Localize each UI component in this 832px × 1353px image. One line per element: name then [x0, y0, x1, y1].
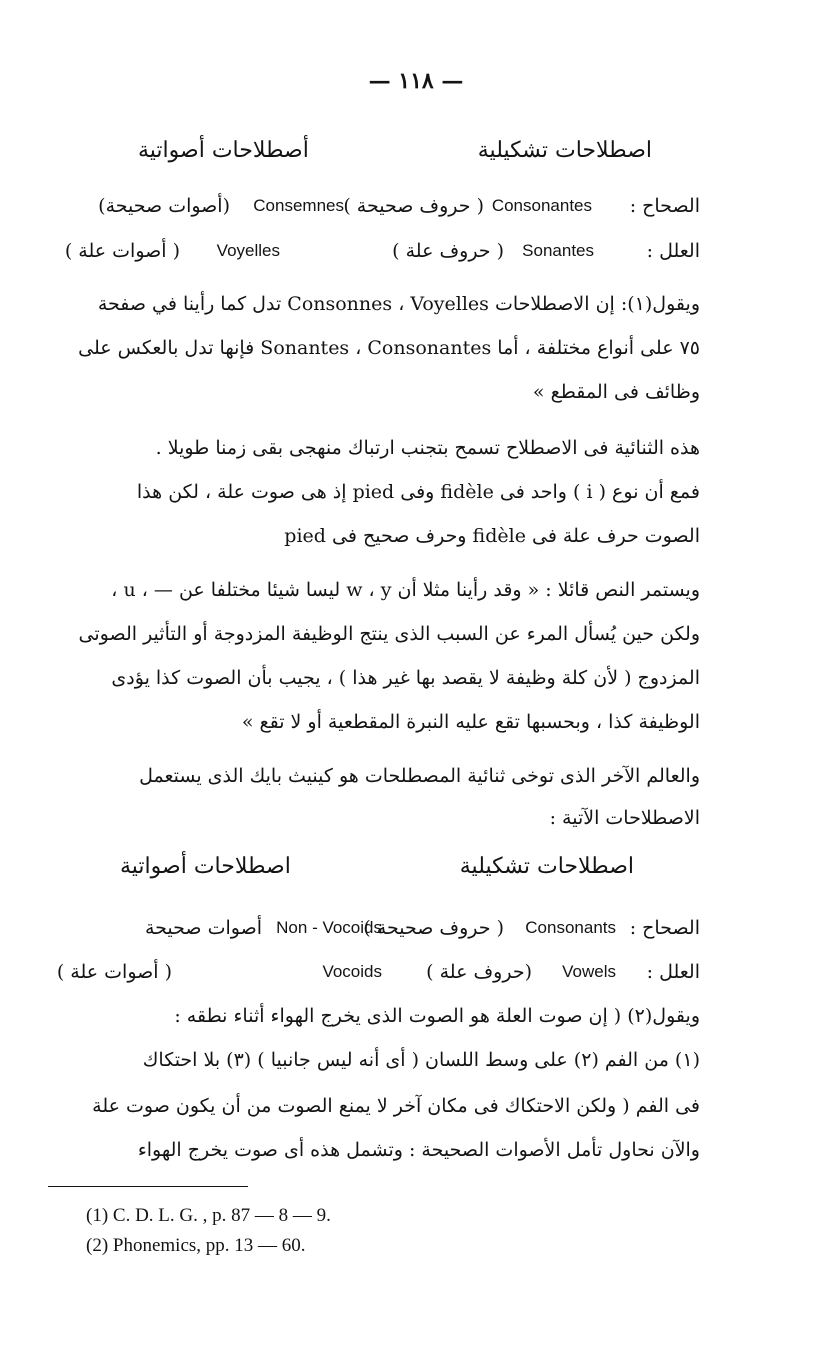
- paragraph-1-line-2: ٧٥ على أنواع مختلفة ، أما Sonantes ، Consonantes فإنها تدل بالعكس على: [78, 337, 700, 359]
- heading-morphological: اصطلاحات تشكيلية: [477, 138, 652, 163]
- paragraph-5-line-2: (١) من الفم (٢) على وسط اللسان ( أى أنه ليس جانبيا ) (٣) بلا احتكاك: [142, 1049, 700, 1071]
- term-label: العلل :: [646, 961, 700, 983]
- paragraph-3-line-2: ولكن حين يُسأل المرء عن السبب الذى ينتج الوظيفة المزدوجة أو التأثير الصوتى: [78, 623, 700, 645]
- paragraph-4-line-2: الاصطلاحات الآتية :: [549, 807, 700, 829]
- paragraph-5-line-4: والآن نحاول تأمل الأصوات الصحيحة : وتشمل هذه أى صوت يخرج الهواء: [137, 1139, 700, 1161]
- term-row-consonants-2: [48, 908, 700, 948]
- heading-phonetic: اصطلاحات أصواتية: [120, 854, 291, 879]
- paragraph-2-line-3: الصوت حرف علة فى fidèle وحرف صحيح فى pied: [284, 525, 700, 547]
- paragraph-1-line-3: وظائف فى المقطع »: [532, 381, 700, 403]
- term-latin-morph: Consonants: [525, 918, 616, 937]
- term-latin-phon: Vocoids: [322, 962, 382, 981]
- term-latin-morph: Sonantes: [522, 241, 594, 260]
- term-label: العلل :: [646, 240, 700, 262]
- footnote-1: (1) C. D. L. G. , p. 87 — 8 — 9.: [86, 1205, 331, 1226]
- term-arabic-phon: ( أصوات علة ): [56, 961, 172, 983]
- term-latin-phon: Voyelles: [216, 241, 280, 260]
- term-arabic-morph: ( حروف صحيحة ): [343, 195, 484, 217]
- term-label: الصحاح :: [629, 917, 700, 939]
- term-row-vowels-1: [48, 231, 700, 271]
- paragraph-3-line-3: المزدوج ( لأن كلة وظيفة لا يقصد بها غير هذا ) ، يجيب بأن الصوت كذا يؤدى: [111, 667, 700, 689]
- heading-morphological: اصطلاحات تشكيلية: [459, 854, 634, 879]
- column-headings-2: [120, 854, 634, 888]
- term-arabic-morph: ( حروف علة ): [392, 240, 504, 262]
- term-latin-phon: Non - Vocoids: [276, 918, 382, 937]
- paragraph-1-line-1: ويقول(١): إن الاصطلاحات Consonnes ، Voyelles تدل كما رأينا في صفحة: [97, 293, 700, 315]
- term-arabic-morph: (حروف علة ): [426, 961, 532, 983]
- footnote-2: (2) Phonemics, pp. 13 — 60.: [86, 1235, 306, 1256]
- term-row-consonants-1: [48, 186, 700, 226]
- paragraph-2-line-2: فمع أن نوع ( i ) واحد فى fidèle وفى pied إذ هى صوت علة ، لكن هذا: [136, 481, 700, 503]
- paragraph-5-line-1: ويقول(٢) ( إن صوت العلة هو الصوت الذى يخرج الهواء أثناء نطقه :: [174, 1005, 700, 1027]
- term-label: الصحاح :: [629, 195, 700, 217]
- term-arabic-phon: ( أصوات علة ): [64, 240, 180, 262]
- term-arabic-phon: (أصوات صحيحة): [98, 195, 230, 217]
- paragraph-3-line-4: الوظيفة كذا ، وبحسبها تقع عليه النبرة المقطعية أو لا تقع »: [241, 711, 700, 733]
- paragraph-4-line-1: والعالم الآخر الذى توخى ثنائية المصطلحات هو كينيث بايك الذى يستعمل: [139, 765, 700, 787]
- paragraph-2-line-1: هذه الثنائية فى الاصطلاح تسمح بتجنب ارتباك منهجى بقى زمنا طويلا .: [155, 437, 700, 459]
- paragraph-3-line-1: ويستمر النص قائلا : « وقد رأينا مثلا أن w ، y ليسا شيئا مختلفا عن — ، u ،: [111, 579, 700, 601]
- heading-phonetic: أصطلاحات أصواتية: [138, 138, 309, 163]
- term-arabic-phon: أصوات صحيحة: [144, 917, 262, 939]
- term-latin-morph: Consonantes: [491, 196, 592, 215]
- paragraph-5-line-3: فى الفم ( ولكن الاحتكاك فى مكان آخر لا يمنع الصوت من أن يكون صوت علة: [92, 1095, 700, 1117]
- term-row-vowels-2: [48, 952, 700, 992]
- term-latin-phon: Consemnes: [253, 196, 344, 215]
- term-latin-morph: Vowels: [562, 962, 616, 981]
- term-arabic-morph: ( حروف صحيحة ): [363, 917, 504, 939]
- page-number: — ١١٨ —: [368, 68, 464, 94]
- footnote-divider: [48, 1186, 248, 1187]
- column-headings-1: [120, 138, 652, 172]
